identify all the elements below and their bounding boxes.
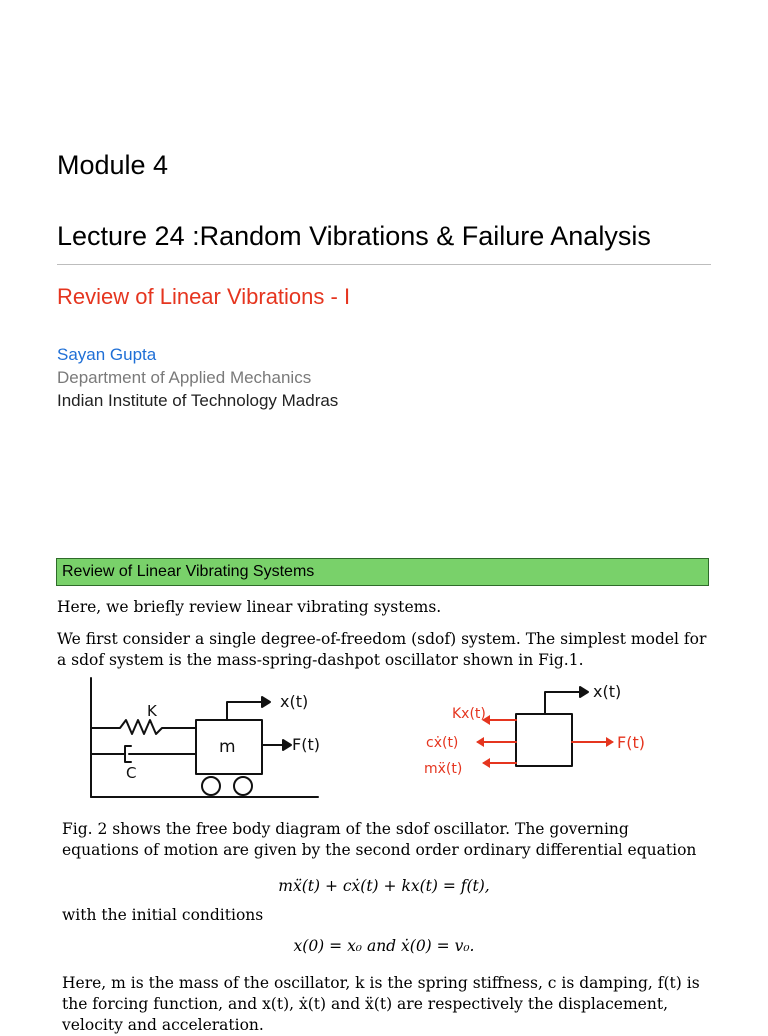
section-banner: Review of Linear Vibrating Systems [56,558,709,586]
damper-force-label: cẋ(t) [426,735,459,751]
title-divider [57,264,711,265]
wheel-left [202,777,220,795]
department: Department of Applied Mechanics [57,368,312,387]
fbd-displacement-arrow [545,692,580,714]
equation-initial-conditions: x(0) = x₀ and ẋ(0) = v₀. [293,937,475,955]
module-title: Module 4 [57,150,169,180]
lecture-subtitle: Review of Linear Vibrations - I [57,284,351,309]
fbd-forces [476,715,614,768]
wheel-right [234,777,252,795]
paragraph-fbd: Fig. 2 shows the free body diagram of the sdof oscillator. The governing equations of motion are given by the second order ordinary differential equation [62,820,697,859]
spring-force-label: Kx(t) [452,706,486,722]
paragraph-intro: Here, we briefly review linear vibrating systems. [57,598,442,616]
displacement-label: x(t) [280,692,309,711]
inertia-force-label: mẍ(t) [424,761,463,777]
lecture-title: Lecture 24 :Random Vibrations & Failure Analysis [57,221,651,251]
fbd-displacement-label: x(t) [593,682,622,701]
paragraph-definitions: Here, m is the mass of the oscillator, k is the spring stiffness, c is damping, f(t) is the forcing function, and x(t), ẋ(t) and ẍ(t) are respectively the displacement, velocity and acceleration. [62,974,700,1034]
equation-of-motion: mẍ(t) + cẋ(t) + kx(t) = f(t), [278,877,490,895]
paragraph-sdof: We first consider a single degree-of-freedom (sdof) system. The simplest model for a sdof system is the mass-spring-dashpot oscillator shown in Fig.1. [57,630,707,669]
spring-label: K [147,702,157,720]
fbd-force-label: F(t) [617,733,645,752]
author-name: Sayan Gupta [57,345,157,364]
force-label: F(t) [292,735,320,754]
paragraph-initial-conditions: with the initial conditions [62,906,264,924]
spring [91,720,196,734]
displacement-arrow [227,702,262,720]
fbd-mass-block [516,714,572,766]
institute: Indian Institute of Technology Madras [57,391,339,410]
damper-label: C [126,764,137,782]
mass-label: m [219,737,236,757]
oscillator-figure [0,670,768,810]
free-body-diagram [516,687,588,766]
